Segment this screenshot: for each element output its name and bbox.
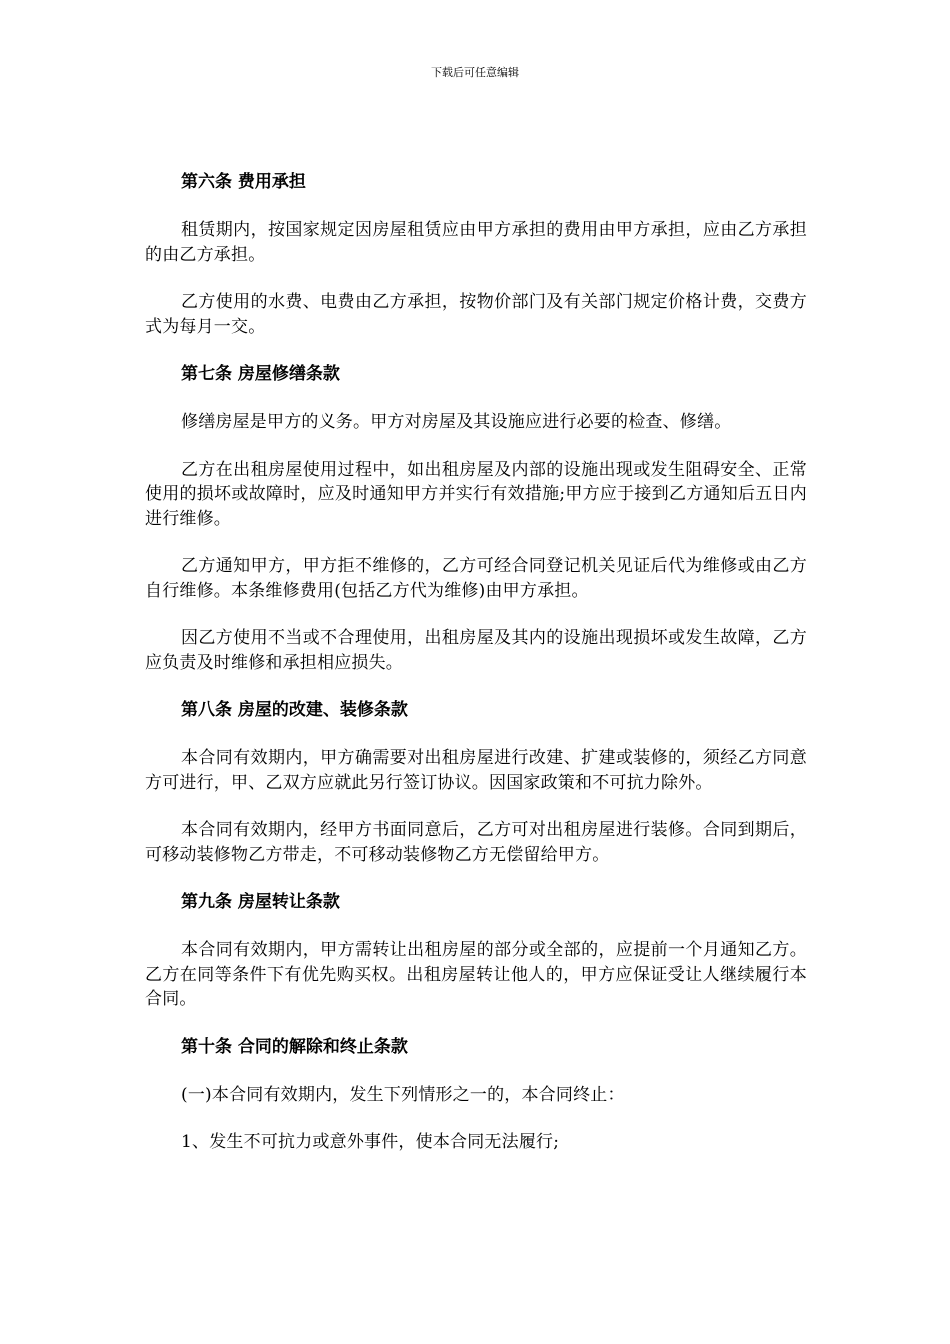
page-header: 下载后可任意编辑 xyxy=(431,66,519,79)
paragraph: 修缮房屋是甲方的义务。甲方对房屋及其设施应进行必要的检查、修缮。 xyxy=(181,412,732,432)
paragraph: 租赁期内，按国家规定因房屋租赁应由甲方承担的费用由甲方承担，应由乙方承担的由乙方承担。 xyxy=(145,220,807,265)
paragraph: 本合同有效期内，甲方确需要对出租房屋进行改建、扩建或装修的，须经乙方同意方可进行，甲、乙双方应就此另行签订协议。因国家政策和不可抗力除外。 xyxy=(145,748,807,793)
document-body xyxy=(145,170,807,1178)
paragraph: 因乙方使用不当或不合理使用，出租房屋及其内的设施出现损坏或发生故障，乙方应负责及时维修和承担相应损失。 xyxy=(145,628,807,673)
paragraph: (一)本合同有效期内，发生下列情形之一的，本合同终止： xyxy=(181,1084,625,1105)
paragraph: 本合同有效期内，甲方需转让出租房屋的部分或全部的，应提前一个月通知乙方。乙方在同等条件下有优先购买权。出租房屋转让他人的，甲方应保证受让人继续履行本合同。 xyxy=(145,940,807,1009)
paragraph: 本合同有效期内，经甲方书面同意后，乙方可对出租房屋进行装修。合同到期后，可移动装修物乙方带走，不可移动装修物乙方无偿留给甲方。 xyxy=(145,820,807,865)
section-heading: 第十条 合同的解除和终止条款 xyxy=(181,1036,408,1057)
paragraph: 乙方通知甲方，甲方拒不维修的，乙方可经合同登记机关见证后代为维修或由乙方自行维修。本条维修费用(包括乙方代为维修)由甲方承担。 xyxy=(145,556,807,601)
section-heading: 第九条 房屋转让条款 xyxy=(181,892,340,912)
section-heading: 第七条 房屋修缮条款 xyxy=(181,364,340,384)
paragraph: 乙方使用的水费、电费由乙方承担，按物价部门及有关部门规定价格计费，交费方式为每月一交。 xyxy=(145,292,807,337)
section-heading: 第六条 费用承担 xyxy=(181,172,306,192)
paragraph: 乙方在出租房屋使用过程中，如出租房屋及内部的设施出现或发生阻碍安全、正常使用的损坏或故障时，应及时通知甲方并实行有效措施;甲方应于接到乙方通知后五日内进行维修。 xyxy=(145,459,807,529)
section-heading: 第八条 房屋的改建、装修条款 xyxy=(181,700,408,720)
paragraph: 1、发生不可抗力或意外事件，使本合同无法履行; xyxy=(181,1132,560,1152)
